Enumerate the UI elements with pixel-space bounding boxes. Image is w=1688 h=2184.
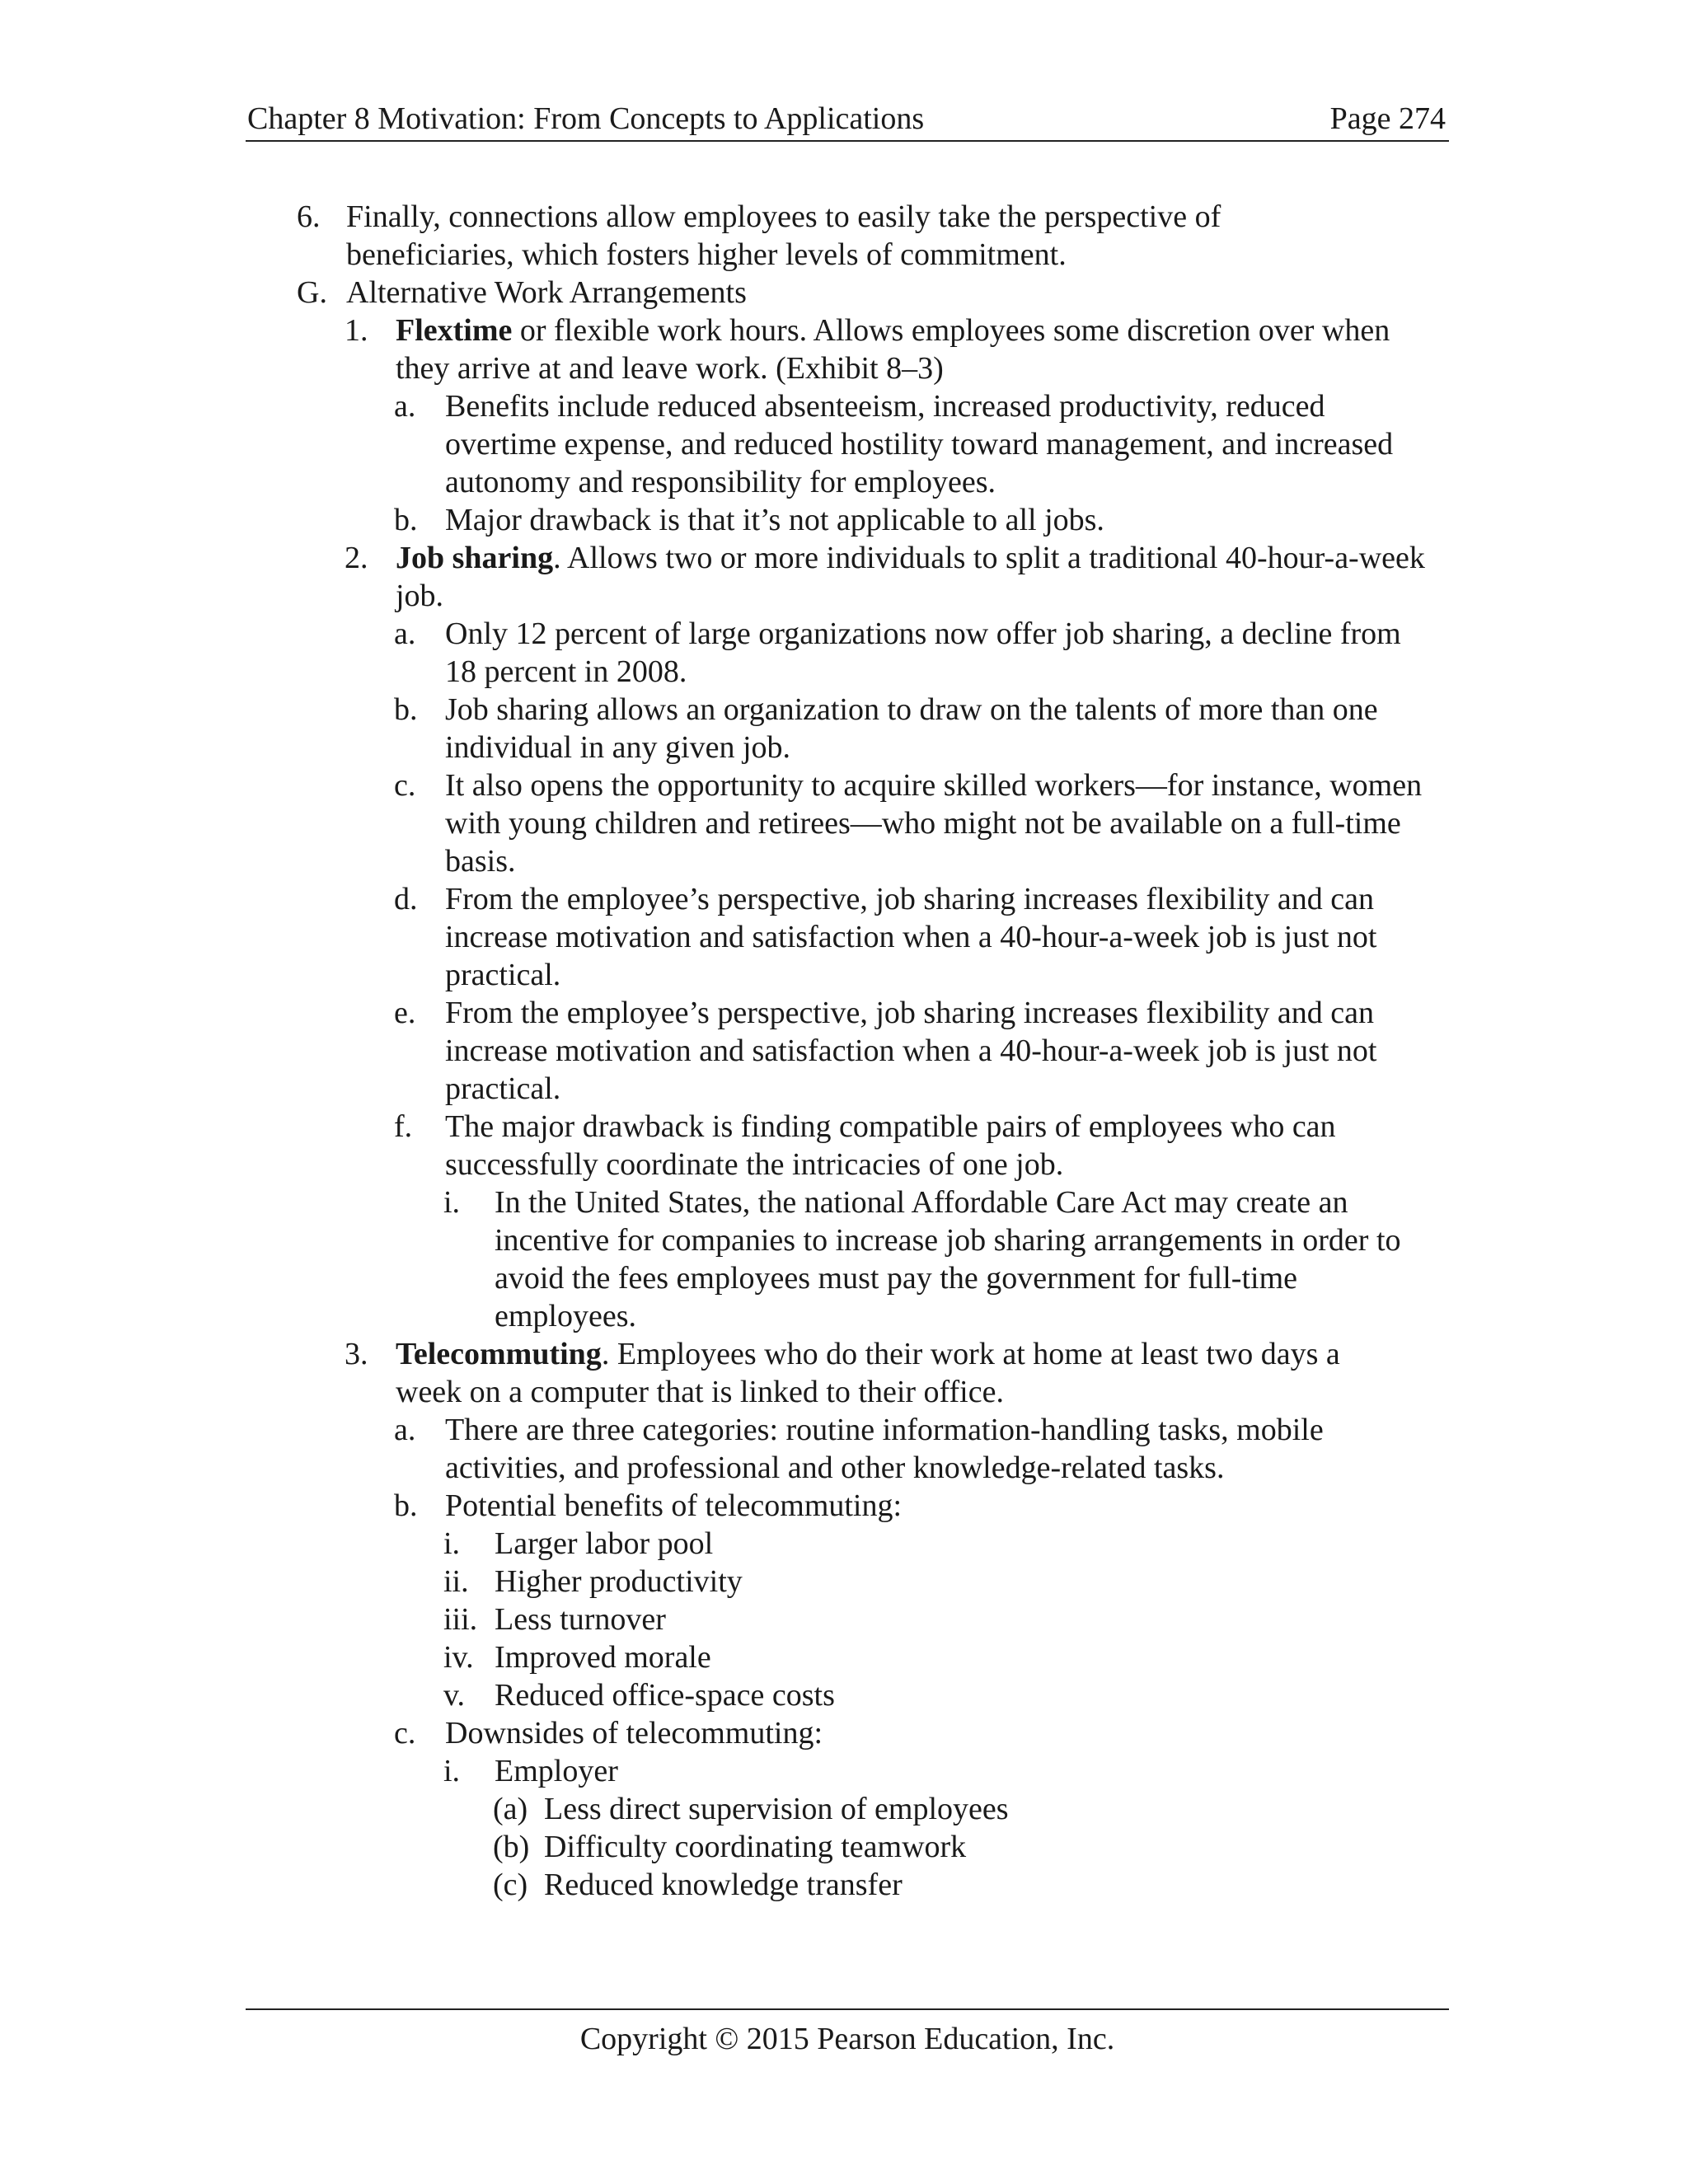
list-item [394, 880, 1434, 994]
item-text: Benefits include reduced absenteeism, increased productivity, reduced overtime expense, and reduced hostility toward management, and increased autonomy and responsibility for employees. [445, 389, 1394, 499]
item-letter: b. [394, 503, 418, 537]
item-letter: b. [394, 1488, 418, 1523]
list-item-telecommuting [345, 1335, 1401, 1411]
list-item [394, 615, 1434, 691]
item-text: Finally, connections allow employees to easily take the perspective of beneficiaries, which fosters higher levels of commitment. [346, 199, 1221, 272]
item-letter: f. [394, 1109, 413, 1144]
item-roman: i. [443, 1526, 461, 1561]
item-roman: i. [443, 1185, 461, 1220]
list-item-flextime [345, 312, 1434, 387]
item-text: Only 12 percent of large organizations now offer job sharing, a decline from 18 percent in 2008. [445, 616, 1401, 689]
section-title: Alternative Work Arrangements [346, 275, 747, 310]
item-text: Less direct supervision of employees [544, 1792, 1009, 1826]
item-text: It also opens the opportunity to acquire skilled workers—for instance, women with young children and retirees—who might not be available on a full-time basis. [445, 768, 1423, 879]
item-text: Reduced office-space costs [495, 1678, 835, 1713]
list-item [394, 501, 1434, 539]
item-letter: c. [394, 1716, 416, 1750]
item-text: From the employee’s perspective, job sharing increases flexibility and can increase motivation and satisfaction when a 40-hour-a-week job is just not practical. [445, 996, 1377, 1106]
item-text [396, 312, 1434, 387]
list-item-job-sharing [345, 539, 1426, 615]
list-item [394, 994, 1434, 1108]
page-header [246, 97, 1449, 142]
chapter-title: Chapter 8 Motivation: From Concepts to Applications [247, 101, 925, 136]
list-item [394, 1714, 1385, 1752]
item-text: From the employee’s perspective, job sharing increases flexibility and can increase motivation and satisfaction when a 40-hour-a-week job is just not practical. [445, 882, 1377, 992]
item-letter: b. [394, 692, 418, 727]
list-item [394, 766, 1451, 880]
item-text: Major drawback is that it’s not applicable to all jobs. [445, 503, 1104, 537]
list-item [394, 1411, 1385, 1487]
item-text: Job sharing allows an organization to draw on the talents of more than one individual in any given job. [445, 692, 1378, 765]
list-item [394, 691, 1434, 766]
item-roman: i. [443, 1754, 461, 1788]
item-text: Potential benefits of telecommuting: [445, 1488, 903, 1523]
item-number: 2. [345, 541, 368, 575]
item-text: Downsides of telecommuting: [445, 1716, 823, 1750]
list-item [394, 1108, 1409, 1183]
list-item [443, 1183, 1426, 1335]
list-item [443, 1563, 1401, 1601]
item-text: Higher productivity [495, 1564, 743, 1599]
item-text [396, 1335, 1401, 1411]
copyright-notice: Copyright © 2015 Pearson Education, Inc. [579, 2022, 1115, 2056]
item-letter: (a) [493, 1792, 528, 1826]
item-text: Larger labor pool [495, 1526, 714, 1561]
item-text: There are three categories: routine information-handling tasks, mobile activities, and professional and other knowledge-related tasks. [445, 1413, 1324, 1485]
list-item [394, 1487, 1385, 1525]
item-letter: c. [394, 768, 416, 803]
list-item [493, 1866, 1401, 1904]
page-footer [246, 2008, 1449, 2058]
item-letter: d. [394, 882, 418, 916]
item-letter: (b) [493, 1830, 530, 1864]
term-flextime: Flextime [396, 313, 513, 348]
list-item [443, 1601, 1401, 1638]
item-roman: iv. [443, 1640, 474, 1675]
outline-body [0, 198, 1688, 1904]
item-letter: (c) [493, 1868, 528, 1902]
list-item [443, 1752, 1401, 1790]
item-text: In the United States, the national Affordable Care Act may create an incentive for companies to increase job sharing arrangements in order to avoid the fees employees must pay the government for full-time employees. [495, 1185, 1401, 1333]
item-text: Less turnover [495, 1602, 666, 1637]
item-letter: a. [394, 1413, 416, 1447]
term-job-sharing: Job sharing [396, 541, 554, 575]
term-telecommuting: Telecommuting [396, 1337, 602, 1371]
list-item [443, 1525, 1401, 1563]
section-heading [297, 274, 1376, 312]
page-number: Page 274 [1329, 101, 1446, 136]
item-roman: v. [443, 1678, 466, 1713]
job-sharing-definition: . Allows two or more individuals to split a traditional 40-hour-a-week job. [396, 541, 1425, 613]
item-text: Employer [495, 1754, 618, 1788]
item-text: Difficulty coordinating teamwork [544, 1830, 967, 1864]
list-item [297, 198, 1376, 274]
item-letter: a. [394, 389, 416, 424]
item-text: Reduced knowledge transfer [544, 1868, 903, 1902]
list-item [394, 387, 1434, 501]
flextime-definition: or flexible work hours. Allows employees some discretion over when they arrive at and leave work. (Exhibit 8–3) [396, 313, 1390, 386]
item-number: 1. [345, 313, 368, 348]
item-text: Improved morale [495, 1640, 711, 1675]
telecommuting-definition: . Employees who do their work at home at least two days a week on a computer that is linked to their office. [396, 1337, 1340, 1409]
item-number: 6. [297, 199, 321, 234]
list-item [443, 1638, 1401, 1676]
item-text: The major drawback is finding compatible pairs of employees who can successfully coordinate the intricacies of one job. [445, 1109, 1336, 1182]
item-text [396, 539, 1426, 615]
section-letter: G. [297, 275, 327, 310]
list-item [493, 1828, 1401, 1866]
item-roman: ii. [443, 1564, 469, 1599]
item-number: 3. [345, 1337, 368, 1371]
item-letter: a. [394, 616, 416, 651]
item-roman: iii. [443, 1602, 478, 1637]
item-letter: e. [394, 996, 416, 1030]
list-item [493, 1790, 1401, 1828]
list-item [443, 1676, 1401, 1714]
